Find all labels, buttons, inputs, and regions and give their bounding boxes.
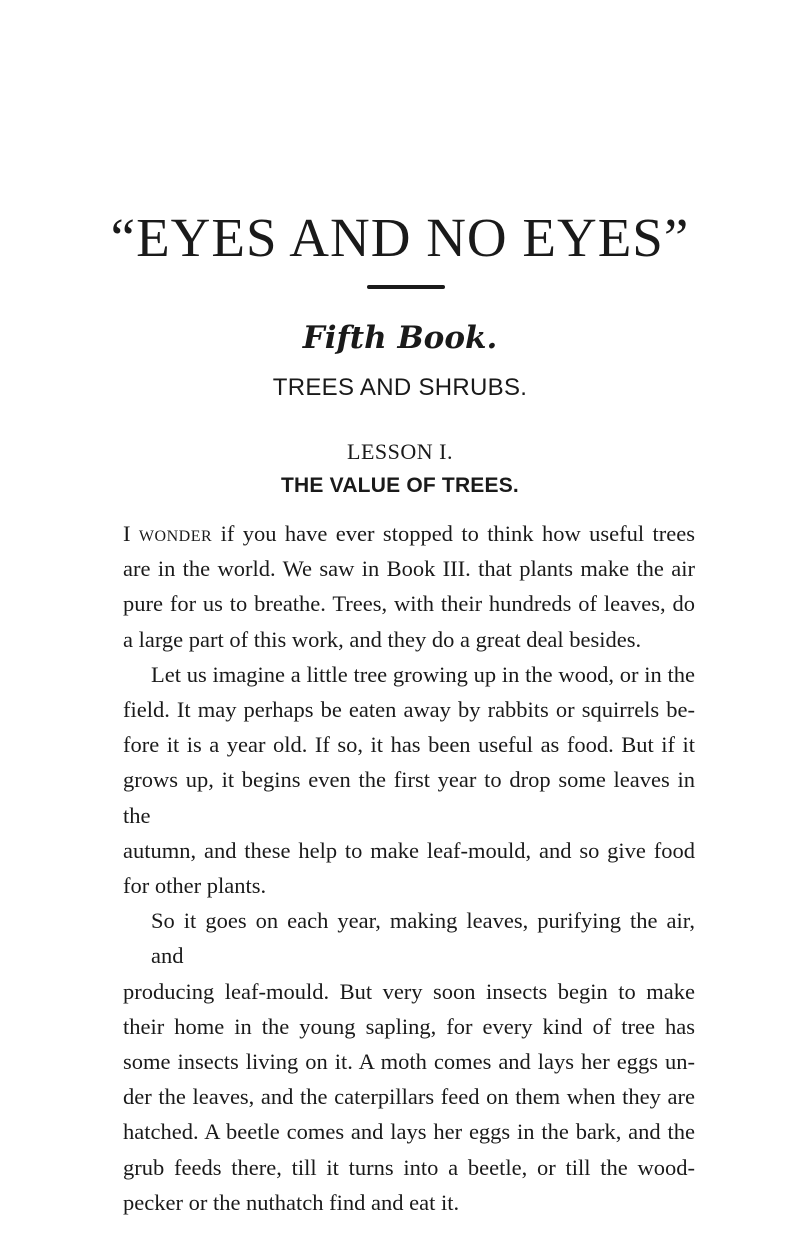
text-line: fore it is a year old. If so, it has been useful as food. But if it bbox=[123, 732, 695, 758]
paragraph-3 bbox=[123, 903, 695, 1220]
text-line: for other plants. bbox=[123, 873, 267, 899]
body-text bbox=[123, 516, 695, 1220]
paragraph-2 bbox=[123, 657, 695, 903]
text-line: producing leaf-mould. But very soon insects begin to make bbox=[123, 978, 695, 1004]
section-title: TREES AND SHRUBS. bbox=[272, 374, 528, 401]
text-line: pecker or the nuthatch find and eat it. bbox=[123, 1189, 460, 1215]
text-line: a large part of this work, and they do a great deal besides. bbox=[123, 626, 642, 652]
text-line: grows up, it begins even the first year to drop some leaves in the bbox=[123, 767, 695, 828]
smallcaps-word: wonder bbox=[138, 521, 213, 546]
paragraph-1 bbox=[123, 516, 695, 657]
page-title: “EYES AND NO EYES” bbox=[110, 207, 690, 268]
text-line: hatched. A beetle comes and lays her eggs in the bark, and the bbox=[123, 1119, 695, 1145]
text-line: Let us imagine a little tree growing up in the wood, or in the bbox=[151, 661, 695, 687]
title-divider bbox=[367, 285, 445, 289]
text-line: So it goes on each year, making leaves, purifying the air, and bbox=[151, 908, 695, 969]
text-line: autumn, and these help to make leaf-mould, and so give food bbox=[123, 837, 695, 863]
text-line: der the leaves, and the caterpillars feed on them when they are bbox=[123, 1084, 695, 1110]
text-line: are in the world. We saw in Book III. that plants make the air bbox=[123, 556, 695, 582]
text-line: pure for us to breathe. Trees, with their hundreds of leaves, do bbox=[123, 591, 695, 617]
text-line: field. It may perhaps be eaten away by rabbits or squirrels be- bbox=[123, 697, 695, 723]
text-line: some insects living on it. A moth comes and lays her eggs un- bbox=[123, 1049, 695, 1075]
lesson-number: LESSON I. bbox=[347, 439, 453, 464]
text-line: their home in the young sapling, for every kind of tree has bbox=[123, 1013, 695, 1039]
text-line-content: if you have ever stopped to think how useful trees bbox=[212, 521, 695, 546]
text-line: grub feeds there, till it turns into a beetle, or till the wood- bbox=[123, 1154, 695, 1180]
text-line bbox=[123, 516, 695, 551]
book-title: Fifth Book. bbox=[302, 320, 498, 356]
drop-word: I bbox=[123, 521, 139, 546]
lesson-title: THE VALUE OF TREES. bbox=[281, 474, 519, 497]
